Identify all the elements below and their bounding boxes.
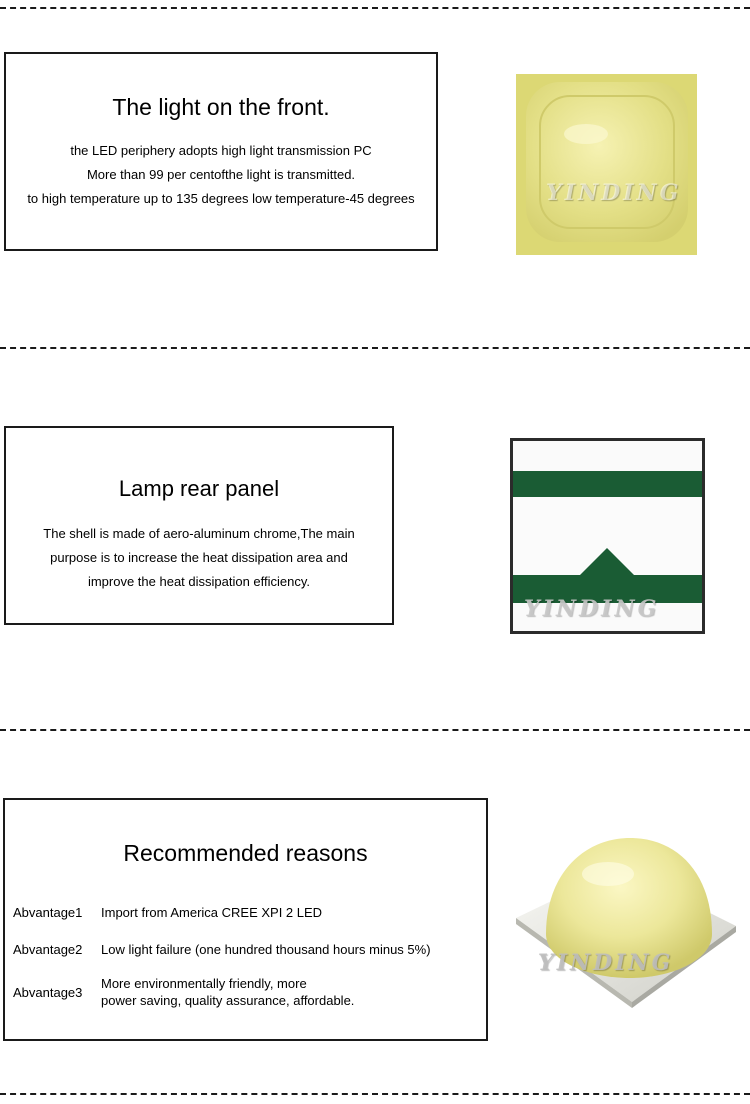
advantage-key: Abvantage2 [13,942,83,957]
separator-1 [0,347,750,349]
watermark-logo: YINDING [524,596,660,622]
advantage-value: Import from America CREE XPI 2 LED [101,905,323,920]
watermark-logo: YINDING [546,180,682,206]
recommended-box [3,798,488,1041]
led-dome-image [512,822,740,1008]
advantage-key: Abvantage1 [13,905,83,920]
advantage-value: Low light failure (one hundred thousand hours minus 5%) [101,942,431,957]
advantage-key: Abvantage3 [13,984,83,1000]
rear-panel-line-2: purpose is to increase the heat dissipation area and [50,550,348,565]
front-light-title: The light on the front. [112,94,330,120]
separator-top [0,7,750,9]
rear-panel-title: Lamp rear panel [118,476,280,501]
led-rear-panel-image [510,438,705,634]
led-front-image [516,74,697,255]
front-light-line-3: to high temperature up to 135 degrees low temperature-45 degrees [27,191,415,206]
rear-panel-box [4,426,394,625]
front-light-line-2: More than 99 per centofthe light is transmitted. [86,167,356,182]
advantage-row-3 [13,975,354,1009]
rear-panel-line-3: improve the heat dissipation efficiency. [87,574,311,589]
recommended-title: Recommended reasons [123,840,368,866]
advantage-value-line-1: More environmentally friendly, more [101,976,307,991]
front-light-box [4,52,438,251]
separator-bottom [0,1093,750,1095]
advantage-row-1 [13,904,322,921]
advantage-row-2 [13,941,431,958]
rear-panel-line-1: The shell is made of aero-aluminum chrome,The main [43,526,355,541]
front-light-line-1: the LED periphery adopts high light transmission PC [70,143,372,158]
advantage-value [101,975,354,1009]
separator-2 [0,729,750,731]
advantage-value-line-2: power saving, quality assurance, affordable. [101,993,355,1008]
watermark-logo: YINDING [538,950,674,976]
